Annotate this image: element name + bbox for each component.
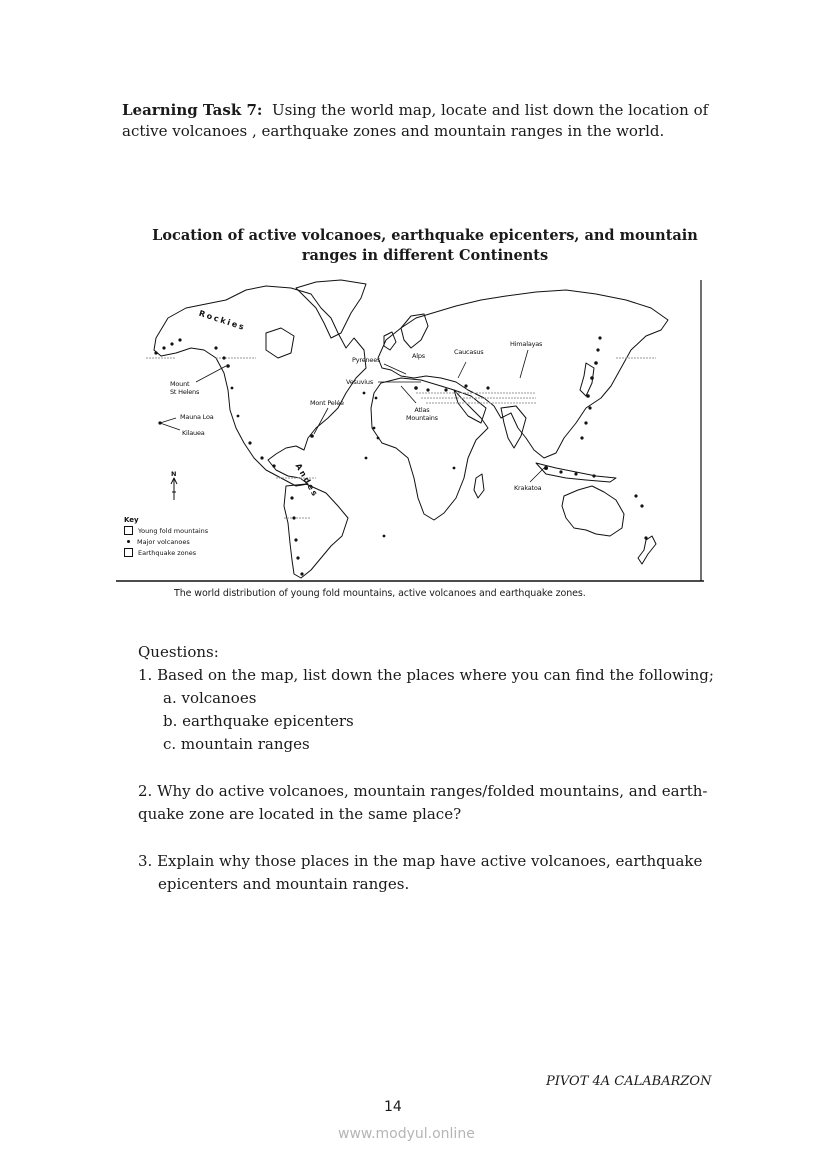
square-icon [124, 548, 133, 557]
learning-task-intro [122, 100, 722, 142]
africa-outline [371, 378, 488, 520]
madagascar-outline [474, 474, 484, 498]
label-north: N [171, 470, 177, 478]
volcano-dots [154, 336, 647, 575]
question-2: 2. Why do active volcanoes, mountain ranges/folded mountains, and earth- quake zone are located in the same place? [138, 782, 708, 823]
key-item-earthquake-zones: Earthquake zones [124, 547, 208, 558]
questions-section [138, 641, 738, 896]
label-caucasus: Caucasus [454, 348, 484, 356]
south-america-outline [284, 484, 348, 578]
world-map [116, 278, 704, 584]
watermark-link: www.modyul.online [338, 1126, 475, 1142]
label-mont-pelee: Mont Pelée [310, 399, 344, 407]
new-zealand-outline [638, 536, 656, 564]
question-1b: b. earthquake epicenters [163, 712, 354, 730]
label-alps: Alps [412, 352, 425, 360]
square-icon [124, 526, 133, 535]
greenland-outline [296, 280, 366, 338]
label-mount-st-helens: Mount St Helens [170, 380, 200, 396]
label-kilauea: Kilauea [182, 429, 205, 437]
footer-series: PIVOT 4A CALABARZON [546, 1074, 712, 1089]
question-1c: c. mountain ranges [163, 735, 310, 753]
page-number: 14 [384, 1099, 402, 1115]
label-pyrenees: Pyrenees [352, 356, 381, 364]
map-key [124, 516, 208, 558]
label-himalayas: Himalayas [510, 340, 543, 348]
label-leader-lines [160, 350, 544, 482]
questions-heading: Questions: [138, 643, 219, 661]
key-item-young-fold-mountains: Young fold mountains [124, 525, 208, 536]
hudson-bay [266, 328, 294, 358]
label-vesuvius: Vesuvius [346, 378, 374, 386]
map-title: Location of active volcanoes, earthquake epicenters, and mountain ranges in different Continents [152, 227, 698, 264]
learning-task-label: Learning Task 7: [122, 101, 263, 119]
dot-icon [127, 540, 130, 543]
question-3: 3. Explain why those places in the map have active volcanoes, earthquake epicenters and mountain ranges. [138, 852, 703, 893]
north-arrow-icon [171, 478, 177, 500]
label-mauna-loa: Mauna Loa [180, 413, 214, 421]
label-andes: Andes [293, 461, 321, 500]
india-outline [501, 406, 526, 448]
question-1a: a. volcanoes [163, 689, 257, 707]
key-item-major-volcanoes: Major volcanoes [124, 536, 208, 547]
map-key-title: Key [124, 516, 139, 524]
map-caption: The world distribution of young fold mountains, active volcanoes and earthquake zones. [174, 588, 586, 599]
label-atlas-mountains: Atlas Mountains [406, 406, 438, 422]
label-krakatoa: Krakatoa [514, 484, 542, 492]
eurasia-outline [378, 290, 668, 458]
learning-task-text: Using the world map, locate and list down the location of active volcanoes , earthquake zones and mountain ranges in the world. [122, 101, 709, 140]
label-rockies: Rockies [197, 308, 247, 333]
question-1: 1. Based on the map, list down the places where you can find the following; [138, 666, 714, 684]
australia-outline [562, 486, 624, 536]
